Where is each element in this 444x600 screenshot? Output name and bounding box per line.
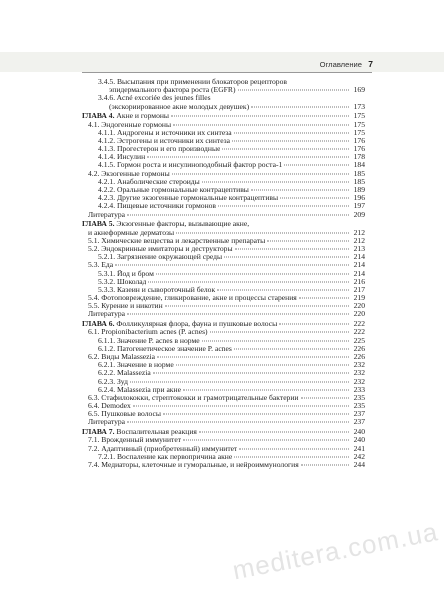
toc-entry-row: [82, 386, 365, 394]
toc-entry-title: [98, 94, 211, 102]
toc-entry-text: 5.1. Химические вещества и лекарственные препараты: [88, 236, 266, 245]
toc-leader-dots: [235, 248, 349, 249]
toc-entry-text: 7.2. Адаптивный (приобретенный) иммунитет: [88, 444, 238, 453]
toc-entry-title: [88, 402, 131, 410]
toc-entry-row: [82, 302, 365, 310]
toc-entry-title: [82, 428, 197, 436]
toc-entry-title: [98, 361, 174, 369]
toc-leader-dots: [251, 190, 349, 191]
toc-leader-dots: [280, 198, 349, 199]
toc-page-number: 241: [353, 443, 365, 453]
toc-page-number: 226: [353, 351, 365, 361]
toc-chapter-row: [82, 428, 365, 436]
toc-entry-row: [82, 170, 365, 178]
toc-entry-title: [82, 320, 277, 328]
toc-page-number: 216: [353, 276, 365, 286]
toc-entry-title: [98, 270, 154, 278]
toc-entry-text: Акне и гормоны: [114, 112, 170, 121]
toc-entry-title: [88, 261, 113, 269]
toc-entry-text: Литература: [88, 210, 126, 219]
toc-entry-text: 6.1. Propionibacterium acnes (P. acnes): [88, 328, 208, 337]
toc-entry-text: 6.2.1. Значение в норме: [98, 361, 174, 370]
toc-entry-row: [82, 211, 365, 219]
toc-page-number: 240: [353, 427, 365, 437]
toc-entry-title: [98, 194, 278, 202]
toc-entry-row: [82, 294, 365, 302]
toc-page-number: 189: [353, 185, 365, 195]
toc-leader-dots: [156, 273, 349, 274]
toc-entry-row: [82, 402, 365, 410]
toc-entry-title: [98, 345, 232, 353]
toc-entry-text: 3.4.5. Высыпания при применении блокаторов рецепторов: [98, 78, 287, 86]
toc-page-number: 175: [353, 119, 365, 129]
toc-leader-dots: [127, 214, 349, 215]
toc-leader-dots: [183, 389, 349, 390]
toc-page-number: 178: [353, 152, 365, 162]
toc-leader-dots: [148, 281, 349, 282]
toc-page-number: 196: [353, 193, 365, 203]
toc-leader-dots: [202, 181, 349, 182]
toc-entry-title: [98, 378, 128, 386]
toc-leader-dots: [163, 414, 349, 415]
toc-leader-dots: [199, 432, 349, 433]
toc-entry-title: [98, 253, 222, 261]
toc-entry-row: [82, 186, 365, 194]
toc-page-number: 237: [353, 409, 365, 419]
toc-entry-title: [82, 112, 169, 120]
toc-entry-text: 7.1. Врожденный иммунитет: [88, 436, 182, 445]
toc-entry-text: 4.2.2. Оральные гормональные контрацептивы: [98, 186, 249, 195]
toc-entry-title: [98, 137, 230, 145]
toc-leader-dots: [279, 324, 349, 325]
toc-entry-text: 5.3.2. Шоколад: [98, 277, 147, 286]
toc-leader-dots: [217, 289, 349, 290]
toc-page-number: 222: [353, 327, 365, 337]
toc-entry-row: [82, 237, 365, 245]
toc-entry-row: [82, 145, 365, 153]
toc-entry-row: [82, 337, 365, 345]
toc-page-number: 176: [353, 135, 365, 145]
toc-entry-row: [82, 137, 365, 145]
toc-page-number: 220: [353, 301, 365, 311]
toc-entry-row: [82, 353, 365, 361]
toc-entry-text: Литература: [88, 418, 126, 427]
toc-leader-dots: [234, 132, 349, 133]
toc-leader-dots: [176, 365, 349, 366]
toc-page-number: 233: [353, 384, 365, 394]
toc-entry-text: 5.5. Курение и никотин: [88, 302, 163, 311]
toc-entry-title: [88, 394, 299, 402]
chapter-label: ГЛАВА 4.: [82, 112, 115, 121]
toc-page-number: 212: [353, 235, 365, 245]
toc-entry-text: Воспалительная реакция: [114, 428, 197, 437]
toc-leader-dots: [133, 406, 349, 407]
toc-entry-text: эпидермального фактора роста (EGFR): [109, 86, 236, 95]
toc-leader-dots: [284, 165, 349, 166]
toc-entry-title: [88, 237, 265, 245]
toc-entry-title: [98, 337, 200, 345]
toc-entry-row: [82, 378, 365, 386]
toc-entry-title: [88, 245, 233, 253]
toc-entry-text: Литература: [88, 310, 126, 319]
toc-entry-text: 4.1. Эндогенные гормоны: [88, 120, 172, 129]
toc-page-number: 226: [353, 343, 365, 353]
toc-page-number: 184: [353, 160, 365, 170]
toc-entry-title: [98, 386, 181, 394]
toc-entry-title: [98, 286, 215, 294]
toc-entry-text: 4.2.4. Пищевые источники гормонов: [98, 202, 217, 211]
toc-entry-row: [82, 202, 365, 210]
toc-page-number: 214: [353, 268, 365, 278]
toc-entry-title: [98, 153, 145, 161]
toc-page-number: 213: [353, 243, 365, 253]
toc-leader-dots: [267, 240, 349, 241]
toc-entry-title: [88, 353, 155, 361]
toc-entry-text: 4.2.3. Другие экзогенные гормональные контрацептивы: [98, 194, 279, 203]
toc-entry-title: [98, 278, 146, 286]
toc-entry-title: [88, 436, 181, 444]
toc-entry-text: и акнеформные дерматозы: [88, 228, 175, 237]
toc-entry-row: [82, 410, 365, 418]
toc-page-number: 232: [353, 376, 365, 386]
toc-entry-row: [82, 253, 365, 261]
toc-entry-text: 4.2.1. Анаболические стероиды: [98, 177, 200, 186]
chapter-label: ГЛАВА 6.: [82, 320, 115, 329]
toc-entry-row: [82, 245, 365, 253]
toc-entry-row: [82, 129, 365, 137]
toc-chapter-row: [82, 220, 365, 228]
toc-chapter-row: [82, 320, 365, 328]
toc-entry-row: [82, 436, 365, 444]
toc-entry-text: 4.1.1. Андрогены и источники их синтеза: [98, 128, 232, 137]
toc-entry-title: [98, 178, 200, 186]
toc-entry-row: [82, 328, 365, 336]
toc-page-number: 242: [353, 451, 365, 461]
toc-leader-dots: [222, 149, 349, 150]
toc-entry-text: 6.4. Demodex: [88, 402, 131, 411]
toc-leader-dots: [127, 422, 349, 423]
toc-entry-text: 6.2.3. Зуд: [98, 377, 128, 386]
toc-leader-dots: [251, 106, 349, 107]
running-header: Оглавление: [319, 60, 362, 69]
toc-page-number: 214: [353, 260, 365, 270]
toc-entry-title: [88, 410, 161, 418]
toc-entry-text: 5.3.3. Казеин и сывороточный белок: [98, 285, 216, 294]
chapter-label: ГЛАВА 5.: [82, 220, 115, 229]
toc-entry-text: 5.2. Эндокринные имитаторы и деструкторы: [88, 244, 233, 253]
toc-entry-row: [82, 103, 365, 111]
toc-entry-text: 6.2.4. Malassezia при акне: [98, 385, 181, 394]
toc-page-number: 175: [353, 111, 365, 121]
toc-entry-text: 4.1.3. Прогестерон и его производные: [98, 145, 221, 154]
toc-leader-dots: [210, 332, 349, 333]
toc-entry-text: 6.5. Пушковые волосы: [88, 410, 161, 419]
toc-entry-title: [98, 129, 232, 137]
toc-entry-title: [88, 418, 125, 426]
toc-page-number: 232: [353, 368, 365, 378]
toc-entry-title: [109, 86, 236, 94]
toc-leader-dots: [127, 314, 349, 315]
toc-entry-text: 6.3. Стафилококки, стрептококки и грамотрицательные бактерии: [88, 393, 299, 402]
toc-page-number: 232: [353, 360, 365, 370]
toc-entry-text: 5.3. Еда: [88, 261, 114, 270]
toc-entry-title: [88, 310, 125, 318]
toc-page-number: 240: [353, 435, 365, 445]
toc-entry-row: [82, 78, 365, 86]
toc-leader-dots: [176, 232, 349, 233]
page-header-band: [0, 52, 444, 72]
toc-page-number: 176: [353, 144, 365, 154]
toc-entry-title: [98, 161, 282, 169]
toc-entry-title: [88, 170, 170, 178]
table-of-contents: [82, 78, 365, 469]
toc-entry-row: [82, 453, 365, 461]
toc-entry-row: [82, 194, 365, 202]
toc-leader-dots: [165, 306, 349, 307]
toc-entry-text: 6.2.2. Malassezia: [98, 369, 151, 378]
toc-page-number: 235: [353, 392, 365, 402]
toc-entry-row: [82, 86, 365, 94]
toc-entry-row: [82, 369, 365, 377]
toc-leader-dots: [238, 90, 350, 91]
toc-page-number: 219: [353, 293, 365, 303]
toc-page-number: 214: [353, 252, 365, 262]
toc-entry-row: [82, 278, 365, 286]
toc-entry-title: [109, 103, 249, 111]
toc-entry-row: [82, 361, 365, 369]
toc-entry-title: [88, 328, 208, 336]
toc-entry-text: 7.2.1. Воспаление как первопричина акне: [98, 452, 233, 461]
toc-entry-text: 5.4. Фотоповреждение, гликирование, акне и процессы старения: [88, 294, 297, 303]
toc-entry-text: 4.2. Экзогенные гормоны: [88, 169, 170, 178]
toc-entry-title: [98, 145, 220, 153]
toc-page-number: 173: [353, 101, 365, 111]
toc-leader-dots: [173, 124, 349, 125]
toc-entry-row: [82, 229, 365, 237]
toc-entry-text: 6.2. Виды Malassezia: [88, 352, 156, 361]
toc-leader-dots: [153, 373, 349, 374]
header-rule: [82, 72, 372, 73]
toc-entry-title: [98, 369, 151, 377]
toc-entry-text: Экзогенные факторы, вызывающие акне,: [114, 220, 250, 229]
toc-leader-dots: [157, 356, 349, 357]
toc-leader-dots: [147, 157, 349, 158]
toc-entry-title: [98, 453, 232, 461]
toc-entry-title: [98, 202, 216, 210]
toc-leader-dots: [202, 340, 349, 341]
toc-entry-title: [88, 229, 174, 237]
toc-entry-text: 3.4.6. Acné excoriée des jeunes filles: [98, 94, 211, 103]
toc-page-number: 220: [353, 309, 365, 319]
toc-entry-text: 6.1.2. Патогенетическое значение P. acnes: [98, 344, 232, 353]
toc-entry-row: [82, 261, 365, 269]
toc-leader-dots: [130, 381, 349, 382]
toc-leader-dots: [171, 116, 349, 117]
toc-page-number: 212: [353, 227, 365, 237]
toc-entry-row: [82, 461, 365, 469]
toc-leader-dots: [299, 298, 349, 299]
toc-entry-text: 5.2.1. Загрязнение окружающей среды: [98, 253, 223, 262]
toc-entry-title: [82, 220, 249, 228]
toc-entry-text: Фолликулярная флора, фауна и пушковые волосы: [114, 320, 278, 329]
toc-entry-text: 4.1.2. Эстрогены и источники их синтеза: [98, 136, 231, 145]
toc-entry-row: [82, 345, 365, 353]
toc-entry-row: [82, 161, 365, 169]
toc-leader-dots: [301, 397, 350, 398]
toc-entry-title: [88, 461, 299, 469]
toc-entry-text: (экскориированное акне молодых девушек): [109, 102, 250, 111]
toc-entry-title: [88, 302, 163, 310]
toc-page-number: 217: [353, 284, 365, 294]
toc-page-number: 197: [353, 201, 365, 211]
toc-leader-dots: [115, 265, 349, 266]
toc-entry-text: 4.1.5. Гормон роста и инсулиноподобный фактор роста-1: [98, 161, 283, 170]
toc-leader-dots: [218, 206, 349, 207]
toc-leader-dots: [234, 456, 349, 457]
toc-leader-dots: [183, 440, 349, 441]
toc-page-number: 175: [353, 127, 365, 137]
toc-leader-dots: [234, 348, 349, 349]
toc-entry-row: [82, 178, 365, 186]
toc-page-number: 235: [353, 401, 365, 411]
toc-entry-title: [88, 445, 237, 453]
toc-entry-text: 7.4. Медиаторы, клеточные и гуморальные, и нейроиммунология: [88, 461, 299, 469]
toc-entry-text: 4.1.4. Инсулин: [98, 153, 146, 162]
toc-page-number: 185: [353, 176, 365, 186]
toc-page-number: 209: [353, 209, 365, 219]
toc-entry-text: 5.3.1. Йод и бром: [98, 269, 154, 278]
toc-entry-row: [82, 270, 365, 278]
toc-entry-title: [88, 294, 297, 302]
toc-leader-dots: [239, 448, 349, 449]
toc-entry-row: [82, 418, 365, 426]
toc-entry-title: [88, 211, 125, 219]
toc-chapter-row: [82, 112, 365, 120]
toc-page-number: 222: [353, 319, 365, 329]
toc-leader-dots: [232, 140, 349, 141]
toc-entry-text: 6.1.1. Значение P. acnes в норме: [98, 336, 200, 345]
toc-page-number: 237: [353, 417, 365, 427]
toc-entry-row: [82, 310, 365, 318]
toc-entry-row: [82, 94, 365, 102]
toc-entry-row: [82, 394, 365, 402]
toc-entry-title: [98, 186, 249, 194]
toc-leader-dots: [301, 465, 349, 466]
toc-page-number: 225: [353, 335, 365, 345]
toc-entry-row: [82, 121, 365, 129]
toc-leader-dots: [172, 173, 349, 174]
toc-page-number: 169: [353, 85, 365, 95]
toc-entry-title: [88, 121, 171, 129]
toc-entry-row: [82, 286, 365, 294]
toc-entry-row: [82, 445, 365, 453]
page-number: 7: [368, 59, 373, 69]
toc-page-number: 244: [353, 460, 365, 469]
watermark: meditera.com.ua: [230, 516, 441, 586]
toc-entry-row: [82, 153, 365, 161]
toc-entry-title: [98, 78, 287, 86]
chapter-label: ГЛАВА 7.: [82, 428, 115, 437]
toc-page-number: 185: [353, 168, 365, 178]
toc-leader-dots: [224, 257, 349, 258]
